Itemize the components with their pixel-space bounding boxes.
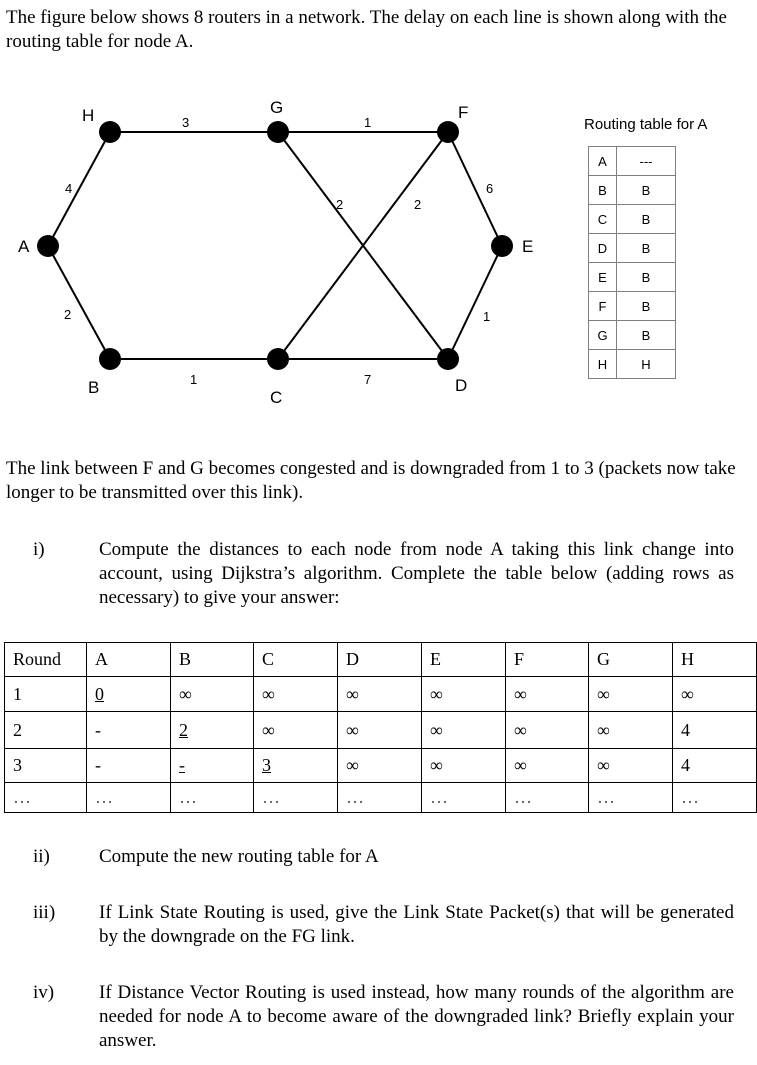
- header-h: H: [673, 643, 757, 677]
- header-e: E: [422, 643, 506, 677]
- cell: 3: [254, 749, 338, 783]
- cell: ∞: [673, 677, 757, 712]
- delay-A-B: 2: [64, 307, 72, 322]
- rt-next: B: [617, 234, 676, 263]
- cell: ∞: [422, 677, 506, 712]
- rt-dest: E: [589, 263, 617, 292]
- header-f: F: [506, 643, 589, 677]
- routing-row: [589, 263, 676, 292]
- cell: ∞: [422, 712, 506, 749]
- routing-row: [589, 350, 676, 379]
- node-A: [37, 235, 59, 257]
- cell: …: [171, 783, 254, 813]
- rt-next: B: [617, 205, 676, 234]
- question-number: iv): [33, 982, 55, 1003]
- header-a: A: [87, 643, 171, 677]
- cell: 4: [673, 749, 757, 783]
- header-g: G: [589, 643, 673, 677]
- question-text: If Distance Vector Routing is used instead, how many rounds of the algorithm are needed for node A to become aware of the downgraded link? Briefly explain your answer.: [99, 982, 734, 1051]
- congestion-paragraph: The link between F and G becomes congested and is downgraded from 1 to 3 (packets now take longer to be transmitted over this link).: [6, 458, 736, 503]
- node-B: [99, 348, 121, 370]
- rt-dest: D: [589, 234, 617, 263]
- routing-row: [589, 292, 676, 321]
- node-G: [267, 121, 289, 143]
- cell: …: [673, 783, 757, 813]
- cell: ∞: [338, 712, 422, 749]
- network-graph: [0, 95, 560, 425]
- table-header-row: [5, 643, 757, 677]
- delay-F-E: 6: [486, 181, 494, 196]
- node-label-E: E: [522, 237, 534, 256]
- node-label-A: A: [18, 237, 30, 256]
- rt-next: B: [617, 176, 676, 205]
- cell: ∞: [589, 749, 673, 783]
- rt-dest: C: [589, 205, 617, 234]
- question-text: Compute the new routing table for A: [99, 846, 379, 867]
- delay-A-H: 4: [65, 181, 73, 196]
- cell: ∞: [506, 712, 589, 749]
- delay-G-D: 2: [336, 197, 344, 212]
- cell: …: [254, 783, 338, 813]
- node-H: [99, 121, 121, 143]
- rt-next: B: [617, 263, 676, 292]
- rt-dest: A: [589, 147, 617, 176]
- rt-dest: H: [589, 350, 617, 379]
- table-row: [5, 783, 757, 813]
- header-round: Round: [5, 643, 87, 677]
- cell: ∞: [589, 712, 673, 749]
- delay-B-C: 1: [190, 372, 198, 387]
- node-label-C: C: [270, 388, 283, 407]
- cell: -: [87, 712, 171, 749]
- cell: ∞: [506, 749, 589, 783]
- table-row: [5, 749, 757, 783]
- cell: ∞: [589, 677, 673, 712]
- question-number: iii): [33, 902, 56, 923]
- delay-H-G: 3: [182, 115, 190, 130]
- header-c: C: [254, 643, 338, 677]
- node-F: [437, 121, 459, 143]
- routing-row: [589, 234, 676, 263]
- edge-E-D: [448, 246, 502, 359]
- routing-row: [589, 205, 676, 234]
- cell: 4: [673, 712, 757, 749]
- cell: -: [171, 749, 254, 783]
- routing-table-title: Routing table for A: [584, 116, 708, 133]
- delay-G-F: 1: [364, 115, 372, 130]
- cell: …: [338, 783, 422, 813]
- intro-paragraph: The figure below shows 8 routers in a network. The delay on each line is shown along with the routing table for node A.: [6, 7, 727, 52]
- cell: …: [589, 783, 673, 813]
- cell: ∞: [254, 712, 338, 749]
- cell: ∞: [422, 749, 506, 783]
- routing-row: [589, 147, 676, 176]
- cell: …: [506, 783, 589, 813]
- cell: ∞: [338, 749, 422, 783]
- cell: ∞: [171, 677, 254, 712]
- node-E: [491, 235, 513, 257]
- table-row: [5, 677, 757, 712]
- routing-table: [588, 146, 676, 379]
- rt-next: B: [617, 321, 676, 350]
- node-label-B: B: [88, 378, 100, 397]
- header-d: D: [338, 643, 422, 677]
- node-label-F: F: [458, 103, 469, 122]
- cell: …: [87, 783, 171, 813]
- cell: 2: [5, 712, 87, 749]
- cell: ∞: [506, 677, 589, 712]
- cell: 3: [5, 749, 87, 783]
- edge-A-H: [48, 132, 110, 246]
- delay-E-D: 1: [483, 309, 491, 324]
- routing-row: [589, 176, 676, 205]
- cell: ∞: [338, 677, 422, 712]
- question-number: ii): [33, 846, 50, 867]
- edge-A-B: [48, 246, 110, 359]
- question-number: i): [33, 539, 45, 560]
- cell: …: [422, 783, 506, 813]
- node-C: [267, 348, 289, 370]
- question-text: Compute the distances to each node from node A taking this link change into account, using Dijkstra’s algorithm. Complete the table below (adding rows as necessary) to give your answer:: [99, 539, 734, 608]
- cell: 1: [5, 677, 87, 712]
- node-label-G: G: [270, 98, 284, 117]
- rt-next: B: [617, 292, 676, 321]
- table-row: [5, 712, 757, 749]
- node-label-H: H: [82, 106, 95, 125]
- rt-dest: G: [589, 321, 617, 350]
- cell: 2: [171, 712, 254, 749]
- cell: -: [87, 749, 171, 783]
- routing-row: [589, 321, 676, 350]
- node-label-D: D: [455, 376, 468, 395]
- edge-F-E: [448, 132, 502, 246]
- rt-next: H: [617, 350, 676, 379]
- cell: 0: [87, 677, 171, 712]
- cell: ∞: [254, 677, 338, 712]
- header-b: B: [171, 643, 254, 677]
- delay-F-C: 2: [414, 197, 422, 212]
- rt-next: ---: [617, 147, 676, 176]
- delay-C-D: 7: [364, 372, 372, 387]
- dijkstra-table: [4, 642, 757, 813]
- node-D: [437, 348, 459, 370]
- rt-dest: F: [589, 292, 617, 321]
- question-text: If Link State Routing is used, give the Link State Packet(s) that will be generated by the downgrade on the FG link.: [99, 902, 734, 947]
- rt-dest: B: [589, 176, 617, 205]
- cell: …: [5, 783, 87, 813]
